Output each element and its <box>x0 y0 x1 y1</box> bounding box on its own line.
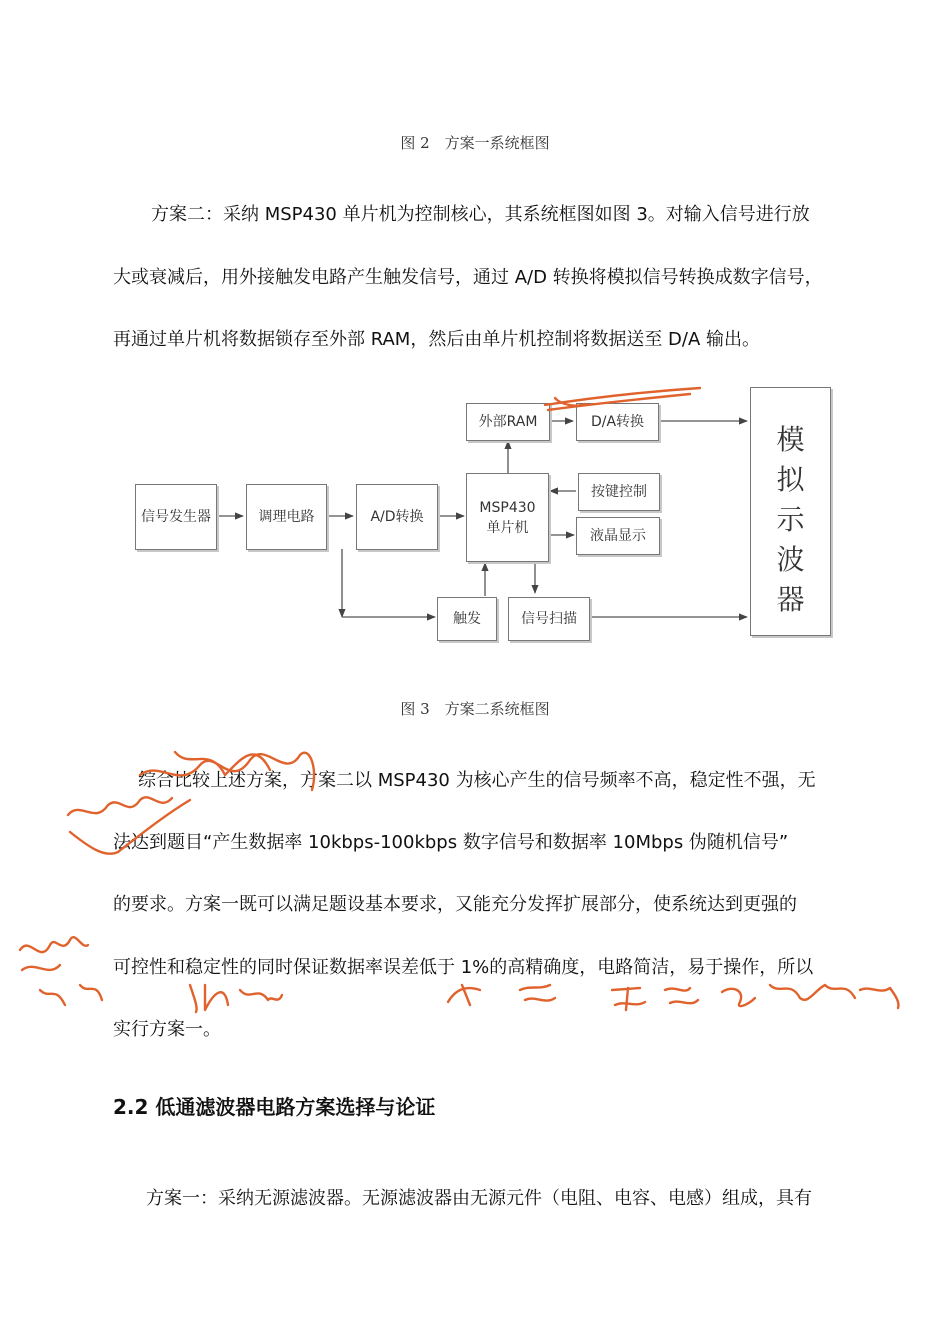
signal-generator-block: 信号发生器 <box>135 484 217 550</box>
section-heading: 2.2 低通滤波器电路方案选择与论证 <box>113 1095 436 1119</box>
paragraph-line: 方案二：采纳 MSP430 单片机为控制核心，其系统框图如图 3。对输入信号进行放 <box>151 204 810 225</box>
oscilloscope-char: 波 <box>776 543 805 576</box>
annotation-stroke <box>448 985 480 1005</box>
signal-scan-block: 信号扫描 <box>508 597 590 641</box>
annotation-stroke <box>190 985 228 1012</box>
paragraph-line: 方案一：采纳无源滤波器。无源滤波器由无源元件（电阻、电容、电感）组成，具有 <box>146 1188 812 1209</box>
lcd-display-block: 液晶显示 <box>576 517 660 555</box>
annotation-stroke <box>722 989 755 1006</box>
annotation-stroke <box>40 990 65 1005</box>
annotation-stroke <box>612 988 645 1010</box>
oscilloscope-char: 模 <box>776 423 805 456</box>
paragraph-line: 的要求。方案一既可以满足题设基本要求，又能充分发挥扩展部分，使系统达到更强的 <box>113 894 797 915</box>
paragraph-line: 可控性和稳定性的同时保证数据率误差低于 1%的高精确度，电路简洁，易于操作，所以 <box>113 957 814 978</box>
annotation-stroke <box>860 988 898 1008</box>
mcu-label-line1: MSP430 <box>479 499 536 516</box>
mcu-block <box>466 473 549 562</box>
annotation-stroke <box>80 985 102 1000</box>
annotation-stroke <box>20 937 88 952</box>
trigger-block: 触发 <box>437 597 497 641</box>
annotation-stroke <box>68 797 172 815</box>
paragraph-line: 大或衰减后，用外接触发电路产生触发信号，通过 A/D 转换将模拟信号转换成数字信号， <box>113 267 823 288</box>
oscilloscope-char: 示 <box>776 503 805 536</box>
annotation-stroke <box>240 990 282 1000</box>
paragraph-line: 法达到题目“产生数据率 10kbps-100kbps 数字信号和数据率 10Mbps 伪随机信号” <box>113 832 789 853</box>
mcu-label-line2: 单片机 <box>486 519 529 536</box>
paragraph-line: 实行方案一。 <box>113 1019 221 1040</box>
external-ram-block: 外部RAM <box>466 403 550 441</box>
annotation-stroke <box>665 988 698 1003</box>
oscilloscope-char: 器 <box>776 583 805 616</box>
dac-block: D/A转换 <box>576 403 659 441</box>
annotation-stroke <box>22 965 60 970</box>
adc-block: A/D转换 <box>356 484 438 550</box>
annotation-stroke <box>770 985 855 1000</box>
annotation-stroke <box>520 985 555 1001</box>
paragraph-line: 综合比较上述方案，方案二以 MSP430 为核心产生的信号频率不高，稳定性不强，无 <box>138 770 816 791</box>
oscilloscope-char: 拟 <box>776 463 805 496</box>
figure-3-caption: 图 3 方案二系统框图 <box>400 700 550 718</box>
paragraph-line: 再通过单片机将数据锁存至外部 RAM，然后由单片机控制将数据送至 D/A 输出。 <box>113 329 761 350</box>
keypad-control-block: 按键控制 <box>578 473 660 511</box>
oscilloscope-block <box>750 387 831 636</box>
conditioning-circuit-block: 调理电路 <box>246 484 327 550</box>
figure-2-caption: 图 2 方案一系统框图 <box>400 134 550 152</box>
